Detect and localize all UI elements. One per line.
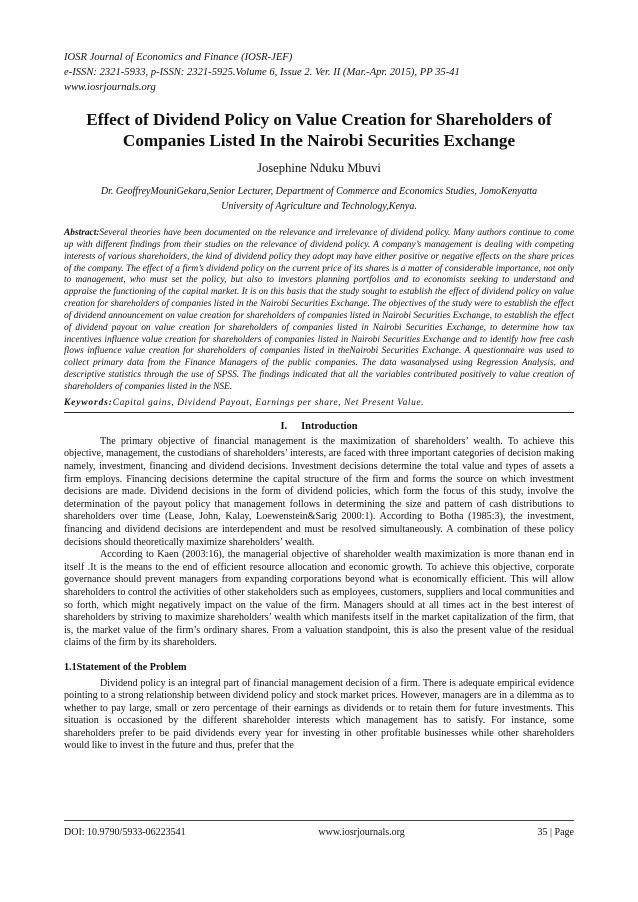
- journal-name: IOSR Journal of Economics and Finance (IOSR-JEF): [64, 52, 293, 63]
- page-footer: [64, 820, 574, 838]
- abstract-label: Abstract:: [64, 228, 100, 238]
- footer-doi[interactable]: DOI: 10.9790/5933-06223541: [64, 827, 186, 838]
- footer-page-number: 35 | Page: [537, 827, 574, 838]
- paper-page: [64, 50, 574, 753]
- footer-website[interactable]: www.iosrjournals.org: [318, 827, 405, 838]
- section-title: Introduction: [301, 420, 358, 432]
- paragraph: Dividend policy is an integral part of financial management decision of a firm. There is adequate empirical evidence pointing to a strong relationship between dividend policy and stock market prices. However, managers are in a dilemma as to whether to pay large, small or zero percentage of their earnings as dividends or to retain them for future investments. This situation is occasioned by the different shareholder interests which management has to satisfy. For instance, some shareholders prefer to be paid dividends every year for investing in other profitable businesses while other shareholders would like to invest in the future and thus, prefer that the: [64, 677, 574, 752]
- section-body: [64, 436, 574, 650]
- journal-header: [64, 50, 574, 95]
- journal-issn: e-ISSN: 2321-5933, p-ISSN: 2321-5925.Volume 6, Issue 2. Ver. II (Mar.-Apr. 2015), PP 35-41: [64, 67, 460, 78]
- keywords: [64, 397, 574, 409]
- keywords-label: Keywords:: [64, 397, 113, 408]
- section-number: I.: [280, 420, 288, 432]
- keywords-text: Capital gains, Dividend Payout, Earnings per share, Net Present Value.: [112, 397, 425, 408]
- author-affiliation: Dr. GeoffreyMouniGekara,Senior Lecturer, Department of Commerce and Economics Studies, JomoKenyatta University of Agriculture and Technology,Kenya.: [100, 186, 538, 212]
- paragraph: According to Kaen (2003:16), the managerial objective of shareholder wealth maximization is more thanan end in itself .It is the means to the end of efficient resource allocation and economic growth. To achieve this objective, corporate governance should prevent managers from expanding corporations beyond what is economically efficient. This will allow shareholders to control the activities of other stakeholders such as employees, customers, suppliers and local communities and so forth, which might negatively impact on the value of the firm. Managers should at all times act in the best interest of shareholders by striving to maximize shareholders’ wealth which manifests itself in the market capitalization of the firm, that is, the market value of the firm’s ordinary shares. From a valuation standpoint, this is also the present value of the residual claims of the firm by its shareholders.: [64, 549, 574, 649]
- subsection-heading: 1.1Statement of the Problem: [64, 661, 187, 673]
- paragraph: The primary objective of financial management is the maximization of shareholders’ wealth. To achieve this objective, management, the custodians of shareholders’ interests, are faced with three important categories of decision making namely, investment, financing and dividend decisions. Investment decisions determine the total value and types of assets a firm employs. Financing decisions determine the capital structure of the firm and forms the source on which investment decisions are made. Dividend decisions in the form of dividend policies, which form the focus of this study, involve the determination of the payout policy that management follows in determining the size and pattern of cash distributions to shareholders over time (Lease, John, Kalay, Loewenstein&Sarig 2000:1). According to Botha (1985:3), the investment, financing and dividend decisions are interdependent and must be resolved simultaneously. A combination of these policy decisions should theoretically maximize shareholders’ wealth.: [64, 435, 574, 548]
- journal-website[interactable]: www.iosrjournals.org: [64, 82, 156, 93]
- section-heading: [64, 420, 574, 433]
- abstract-text: Several theories have been documented on the relevance and irrelevance of dividend policy. Many authors continue to come up with different findings from their studies on the relevance of dividend policy. A company’s management is dealing with competing interests of various shareholders, the kind of dividend policy they adopt may have either positive or negative effects on the share prices of the company. The effect of a firm’s dividend policy on the current price of its shares is a matter of considerable importance, not only to management, who must set the policy, but also to investors planning portfolios and to economists seeking to understand and appraise the functioning of the capital market. It is on this basis that the study sought to establish the effect of dividend policy on value creation for shareholders of companies listed in the Nairobi Securities Exchange. The objectives of the study were to establish the effect of dividend announcement on value creation for shareholders of companies listed in Nairobi Securities Exchange, to establish the effect of dividend payout on value creation for shareholders of companies listed in Nairobi Securities Exchange, to determine how tax incentives influence value creation for shareholders of companies listed in Nairobi Securities Exchange and to identify how free cash flows influence value creation for shareholders of companies listed in theNairobi Securities Exchange. A questionnaire was used to collect primary data from the Finance Managers of the public companies. The data wasanalysed using Regression Analysis, and descriptive statistics through the use of SPSS. The findings indicated that all the variables contributed positively to value creation of shareholders of companies listed in the NSE.: [64, 228, 574, 392]
- abstract: [64, 228, 574, 394]
- section-divider: [64, 412, 574, 413]
- author-name: Josephine Nduku Mbuvi: [257, 161, 381, 175]
- paper-title: Effect of Dividend Policy on Value Creation for Shareholders of Companies Listed In the Nairobi Securities Exchange: [86, 110, 552, 150]
- subsection-body: [64, 678, 574, 754]
